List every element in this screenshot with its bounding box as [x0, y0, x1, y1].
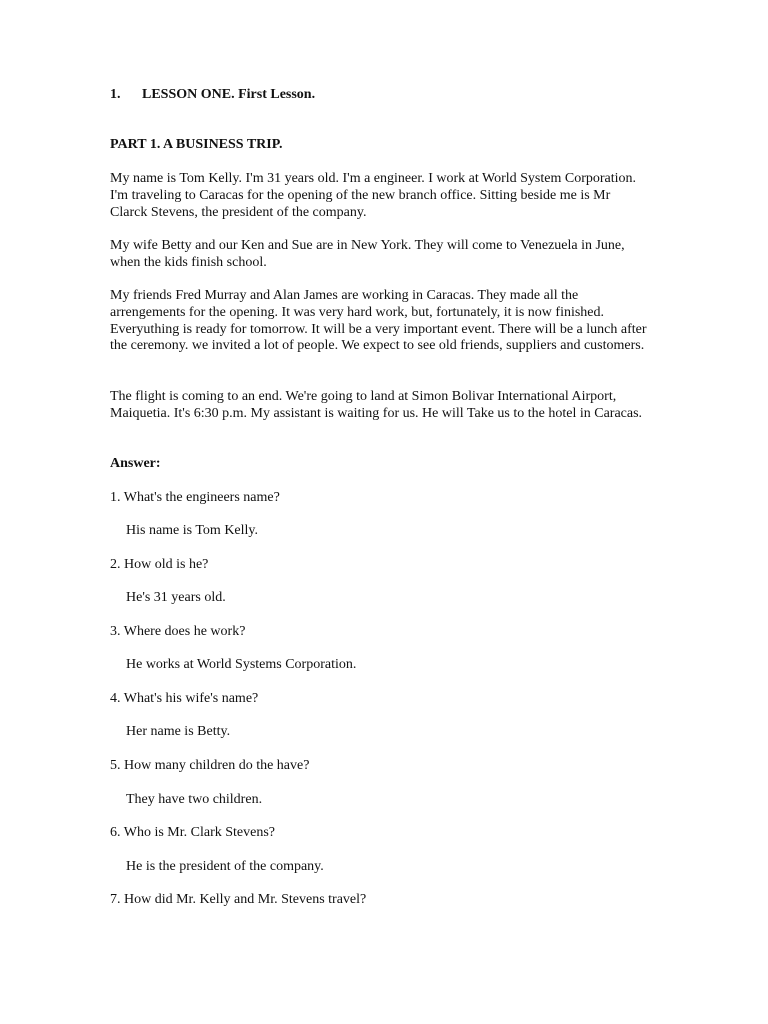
answer-1: His name is Tom Kelly.	[126, 523, 259, 538]
answer-label: Answer:	[110, 456, 161, 471]
paragraph-1: My name is Tom Kelly. I'm 31 years old. I'm a engineer. I work at World System Corporation. I'm traveling to Caracas for the opening of the new branch office. Sitting beside me is Mr Clarck Stevens, the president of the company.	[110, 171, 637, 220]
question-2: 2. How old is he?	[110, 557, 209, 572]
question-6: 6. Who is Mr. Clark Stevens?	[110, 825, 276, 840]
question-5: 5. How many children do the have?	[110, 758, 310, 773]
lesson-number: 1.	[110, 87, 121, 102]
answer-6: He is the president of the company.	[126, 859, 324, 874]
question-3: 3. Where does he work?	[110, 624, 246, 639]
question-4: 4. What's his wife's name?	[110, 691, 259, 706]
answer-4: Her name is Betty.	[126, 724, 231, 739]
part-title: PART 1. A BUSINESS TRIP.	[110, 137, 283, 152]
question-1: 1. What's the engineers name?	[110, 490, 280, 505]
lesson-heading	[110, 87, 650, 104]
answer-3: He works at World Systems Corporation.	[126, 657, 357, 672]
answer-5: They have two children.	[126, 792, 263, 807]
paragraph-4: The flight is coming to an end. We're going to land at Simon Bolivar International Airport, Maiquetia. It's 6:30 p.m. My assistant is waiting for us. He will Take us to the hotel in Caracas.	[110, 389, 643, 421]
paragraph-2: My wife Betty and our Ken and Sue are in New York. They will come to Venezuela in June, when the kids finish school.	[110, 238, 625, 270]
paragraph-3: My friends Fred Murray and Alan James are working in Caracas. They made all the arrengements for the opening. It was very hard work, but, fortunately, it is now finished. Everyuthing is ready for tomorrow. It will be a very important event. There will be a lunch after the ceremony. we invited a lot of people. We expect to see old friends, suppliers and customers.	[110, 288, 647, 354]
question-7: 7. How did Mr. Kelly and Mr. Stevens travel?	[110, 892, 367, 907]
lesson-title: LESSON ONE. First Lesson.	[142, 87, 316, 102]
answer-2: He's 31 years old.	[126, 590, 226, 605]
